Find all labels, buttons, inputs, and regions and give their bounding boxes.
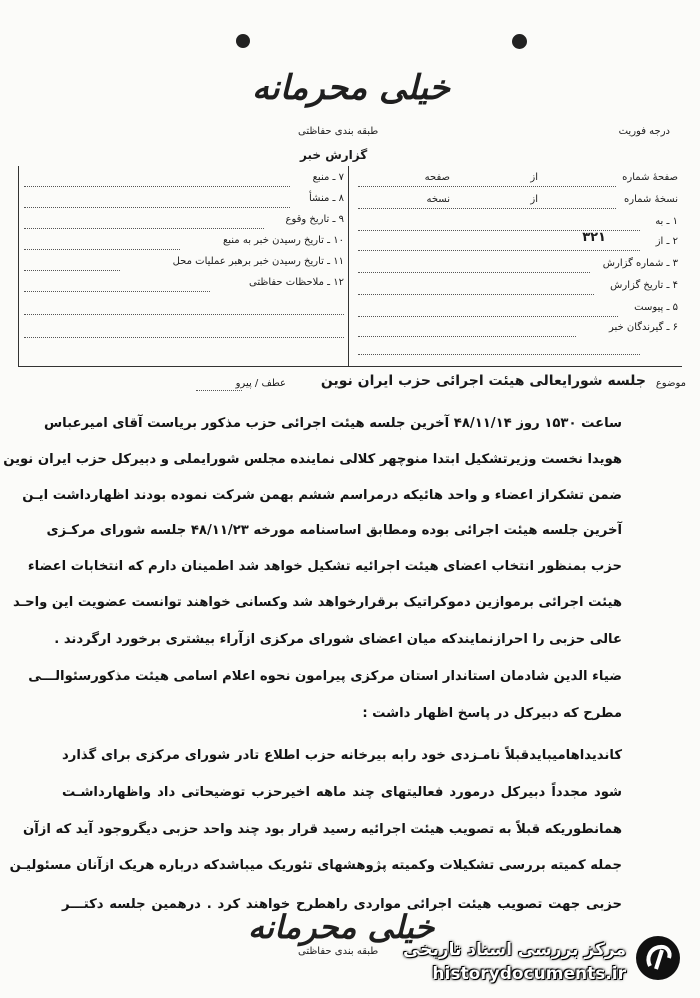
body-line: ساعت ۱۵۳۰ روز ۴۸/۱۱/۱۴ آخرین جلسه هیئت اجرائی حزب مذکور بریاست آقای امیرعباس: [43, 416, 622, 431]
body-line: هیئت اجرائی برموازین دموکراتیک برقرارخواهد شد وکسانی خواهند توانست عضویت این واحـد: [12, 595, 622, 610]
body-line: حزبی جهت تصویب هیئت اجرائی مواردی راهطرح خواهند کرد . درهمین جلسه دکتـــر: [62, 897, 622, 912]
footer-classification-stamp: خیلی محرمانه: [248, 908, 435, 946]
field-from-label: ۲ ـ از: [655, 236, 678, 247]
page-number-line: [358, 186, 616, 187]
copy-of-label: از: [530, 194, 538, 205]
classification-label: طبقه بندی حفاظتی: [298, 126, 379, 137]
body-line: همانطوریکه قبلاً به تصویب هیئت اجرائیه رسید قرار بود چند واحد حزبی دیگروجود آید که ازآن: [23, 822, 622, 837]
body-line: کاندیداهامیبایدقبلاً نامـزدی خود رابه بیرخانه حزب اطلاع تادر شورای مرکزی برای گذارد: [62, 748, 622, 763]
field-security-notes-label: ۱۲ ـ ملاحظات حفاظتی: [249, 277, 344, 288]
field-from-line: [358, 250, 640, 251]
priority-label: درجه فوریت: [618, 126, 670, 137]
field-report-number-line: [358, 272, 590, 273]
field-source-label: ۷ ـ منبع: [312, 172, 344, 183]
body-line: ضیاء الدین شادمان استاندار استان مرکزی پیرامون نحوه اعلام اسامی هیئت مذکورسئوالـــی: [28, 669, 622, 684]
field-report-date-label: ۴ ـ تاریخ گزارش: [610, 280, 678, 291]
field-origin-line: [24, 207, 290, 208]
body-line: ضمن تشکراز اعضاء و واحد هائیکه درمراسم ششم بهمن شرکت نموده بودند اظهارداشت ایـن: [22, 488, 622, 503]
field-received-by-lead-label: ۱۱ ـ تاریخ رسیدن خبر برهبر عملیات محل: [172, 256, 344, 267]
footer-classification-label: طبقه بندی حفاظتی: [298, 946, 379, 957]
punch-hole-mark: [512, 34, 527, 49]
field-recipients-line-2: [358, 354, 640, 355]
field-received-by-source-label: ۱۰ ـ تاریخ رسیدن خبر به منبع: [222, 235, 344, 246]
subject-value: جلسه شورایعالی هیئت اجرائی حزب ایران نوین: [320, 373, 646, 389]
body-line: مطرح که دبیرکل در پاسخ اظهار داشت :: [362, 706, 622, 721]
body-line: حزب بمنظور انتخاب اعضای هیئت اجرائیه تشکیل خواهد شد اطمینان دارم که انتخابات اعضاء: [27, 559, 622, 574]
body-line: عالی حزبی را احرازنمایندکه میان اعضای شورای مرکزی ازآراء بیشتری برخورد ارگردند .: [54, 632, 622, 647]
field-event-date-line: [24, 228, 264, 229]
body-line: جمله کمیته بررسی تشکیلات وکمیته پژوهشهای تئوریک میباشدکه درباره هریک ازآنان مسئولیـن: [9, 858, 622, 873]
field-from-value: ۳۲۱: [582, 230, 606, 245]
form-border-left: [18, 166, 19, 366]
field-to-label: ۱ ـ به: [655, 216, 678, 227]
watermark-text: مرکز بررسی اسناد تاریخی: [403, 940, 626, 960]
field-report-date-line: [358, 294, 594, 295]
copy-number-line: [358, 208, 616, 209]
field-source-line: [24, 186, 290, 187]
field-received-by-lead-line: [24, 270, 120, 271]
page-of-label: از: [530, 172, 538, 183]
report-title: گزارش خبر: [300, 148, 368, 162]
watermark-url: historydocuments.ir: [432, 964, 626, 984]
classification-stamp: خیلی محرمانه: [252, 68, 450, 108]
field-security-notes-line-3: [24, 337, 344, 338]
field-recipients-line: [358, 336, 576, 337]
reference-line: [196, 390, 242, 391]
field-security-notes-line: [24, 291, 210, 292]
field-security-notes-line-2: [24, 314, 344, 315]
field-received-by-source-line: [24, 249, 180, 250]
field-recipients-label: ۶ ـ گیرندگان خبر: [608, 322, 678, 333]
page-number-label: صفحهٔ شماره: [622, 172, 678, 183]
field-report-number-label: ۳ ـ شماره گزارش: [602, 258, 678, 269]
field-attachment-label: ۵ ـ پیوست: [634, 302, 678, 313]
archive-logo-icon: [636, 936, 680, 980]
subject-label: موضوع: [655, 378, 686, 389]
copy-number-label: نسخهٔ شماره: [624, 194, 678, 205]
field-event-date-label: ۹ ـ تاریخ وقوع: [285, 214, 344, 225]
form-divider: [348, 166, 349, 366]
body-line: آخرین جلسه هیئت اجرائی بوده ومطابق اساسنامه مورخه ۴۸/۱۱/۲۳ جلسه شورای مرکـزی: [46, 523, 622, 538]
punch-hole-mark: [236, 34, 250, 48]
page-unit-label: صفحه: [424, 172, 450, 183]
field-origin-label: ۸ ـ منشأ: [308, 193, 344, 204]
subject-reference: عطف / پیرو: [235, 378, 286, 389]
body-line: هویدا نخست وزیرتشکیل ابتدا منوچهر کلالی نماینده مجلس شورایملی و دبیرکل حزب ایران نوین: [3, 452, 622, 467]
form-bottom-rule: [18, 366, 682, 367]
field-attachment-line: [358, 316, 618, 317]
body-line: شود مجدداً دبیرکل درمورد فعالیتهای چند ماهه اخیرحزب توضیحاتی داد واظهارداشـت: [62, 785, 622, 800]
copy-unit-label: نسخه: [426, 194, 450, 205]
